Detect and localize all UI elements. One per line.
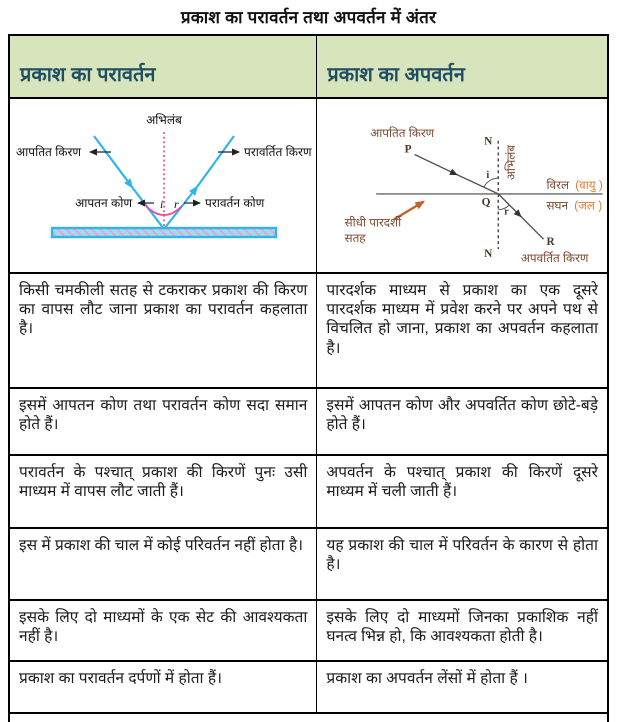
reflection-medium: परावर्तन के पश्चात् प्रकाश की किरणें पुनः उसी माध्यम में वापस लौट जाती हैं। xyxy=(9,455,317,528)
reflected-ray xyxy=(164,136,234,229)
refraction-definition: पारदर्शक माध्यम से प्रकाश का एक दूसरे पारदर्शक माध्यम में प्रवेश करने पर अपने पथ से विचलित हो जाना, प्रकाश का अपवर्तन कहलाता है। xyxy=(317,273,608,388)
normal-label: अभिलंब xyxy=(146,112,183,127)
point-r: R xyxy=(546,235,556,248)
table-row xyxy=(9,600,608,661)
incidence-angle-label: आपतन कोण xyxy=(75,195,133,210)
svg-text:सघन (जल ) xyxy=(547,198,603,212)
surface-label-line1: सीधी पारदर्शी xyxy=(344,214,402,229)
rarer-label: विरल xyxy=(546,177,570,192)
refraction-occurs-in: प्रकाश का अपवर्तन लेंसों में होता हैं । xyxy=(317,661,608,713)
denser-medium-label: (जल ) xyxy=(574,198,603,213)
normal-top-label: N xyxy=(484,135,493,148)
normal-label-vertical: अभिलंब xyxy=(504,144,519,180)
table-row xyxy=(9,661,608,713)
normal-bottom-label: N xyxy=(484,247,493,260)
page-title: प्रकाश का परावर्तन तथा अपवर्तन में अंतर xyxy=(180,8,437,27)
table-row-partial xyxy=(9,713,608,722)
reflected-ray-label: परावर्तित किरण xyxy=(244,144,312,159)
refraction-speed: यह प्रकाश की चाल में परिवर्तन के कारण से होता है। xyxy=(317,528,608,600)
refraction-medium: अपवर्तन के पश्चात् प्रकाश की किरणें दूसरे माध्यम में चली जाती हैं। xyxy=(317,455,608,528)
surface-label-line2: सतह xyxy=(344,230,366,245)
denser-label: सघन xyxy=(546,198,569,213)
table-row xyxy=(9,273,608,388)
angle-r: r xyxy=(174,196,179,211)
refraction-angles: इसमें आपतन कोण और अपवर्तित कोण छोटे-बड़े होते हैं। xyxy=(317,388,608,455)
reflection-diagram-cell xyxy=(9,98,317,273)
header-reflection: प्रकाश का परावर्तन xyxy=(9,35,317,98)
angle-r: r xyxy=(504,206,510,218)
reflection-diagram xyxy=(14,102,312,270)
rarer-medium-label: (वायु ) xyxy=(575,177,604,192)
header-refraction: प्रकाश का अपवर्तन xyxy=(317,35,608,98)
refraction-diagram xyxy=(319,102,605,270)
refraction-diagram-cell xyxy=(317,98,608,273)
refraction-media-set: इसके लिए दो माध्यमों जिनका प्रकाशिक नहीं घनत्व भिन्न हो, कि आवश्यकता होती है। xyxy=(317,600,608,661)
table-row xyxy=(9,528,608,600)
incident-ray xyxy=(94,136,164,229)
angle-i: i xyxy=(160,196,164,211)
refracted-ray-label: अपवर्तित किरण xyxy=(521,250,589,265)
incident-ray-label: आपतित किरण xyxy=(370,125,435,140)
svg-text:विरल (वायु ) xyxy=(547,177,603,192)
table-header-row xyxy=(9,35,608,98)
incident-ray-label: आपतित किरण xyxy=(16,144,82,159)
comparison-table xyxy=(8,34,609,722)
diagram-row xyxy=(9,98,608,273)
reflection-angle-label: परावर्तन कोण xyxy=(205,195,265,210)
angle-i: i xyxy=(486,169,490,181)
reflection-speed: इस में प्रकाश की चाल में कोई परिवर्तन नहीं होता है। xyxy=(9,528,317,600)
reflection-angles: इसमें आपतन कोण तथा परावर्तन कोण सदा समान होते हैं। xyxy=(9,388,317,455)
reflection-definition: किसी चमकीली सतह से टकराकर प्रकाश की किरण का वापस लौट जाना प्रकाश का परावर्तन कहलाता है। xyxy=(9,273,317,388)
point-q: Q xyxy=(481,196,491,209)
reflection-media-set: इसके लिए दो माध्यमों के एक सेट की आवश्यकता नहीं है। xyxy=(9,600,317,661)
mirror-surface xyxy=(52,228,276,237)
point-p: P xyxy=(405,143,412,156)
partial-bottom-row xyxy=(9,713,608,722)
reflection-occurs-in: प्रकाश का परावर्तन दर्पणों में होता हैं। xyxy=(9,661,317,713)
table-row xyxy=(9,455,608,528)
table-row xyxy=(9,388,608,455)
